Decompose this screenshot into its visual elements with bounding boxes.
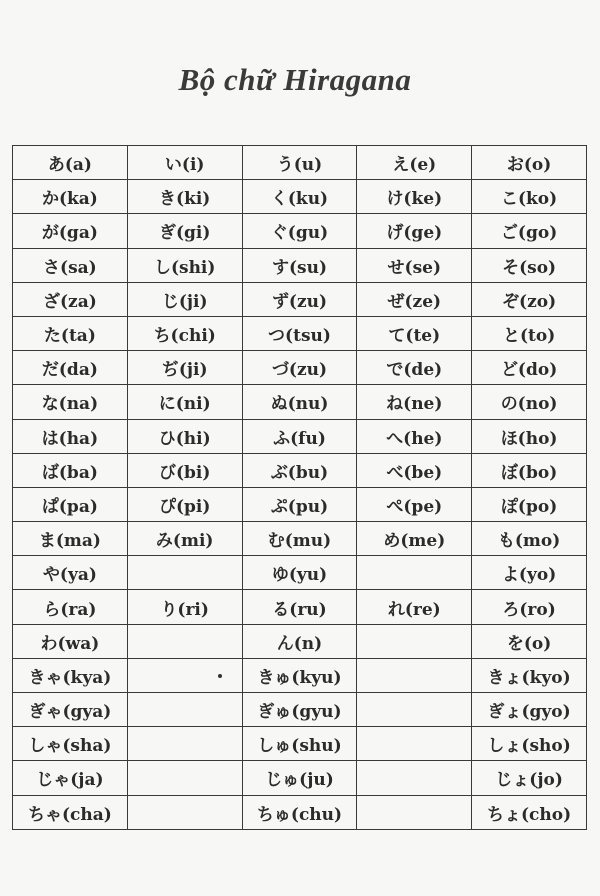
kana-label: め(me) [383, 531, 446, 552]
table-cell [242, 351, 357, 385]
kana-label: づ(zu) [271, 360, 328, 381]
kana-label: は(ha) [41, 428, 99, 449]
kana-label: ん(n) [276, 633, 323, 654]
table-cell [357, 658, 472, 692]
table-cell [472, 693, 587, 727]
kana-label: う(u) [276, 155, 323, 176]
kana-label: ら(ra) [43, 599, 97, 620]
table-cell [357, 146, 472, 180]
table-cell [357, 522, 472, 556]
kana-label: ぞ(zo) [502, 291, 557, 312]
kana-label: ぬ(nu) [270, 394, 329, 415]
kana-label: わ(wa) [40, 633, 100, 654]
table-cell [472, 214, 587, 248]
kana-label: ふ(fu) [273, 428, 326, 449]
table-cell [242, 624, 357, 658]
kana-label: を(o) [506, 633, 552, 654]
kana-label: へ(he) [386, 428, 443, 449]
kana-label: で(de) [386, 360, 443, 381]
kana-label: ぱ(pa) [41, 496, 98, 517]
table-cell [13, 556, 128, 590]
table-cell [13, 795, 128, 829]
kana-label: と(to) [502, 326, 556, 347]
table-cell [357, 761, 472, 795]
stray-dot-mark [218, 674, 222, 678]
kana-label: しゃ(sha) [28, 736, 112, 757]
kana-label: しょ(sho) [487, 736, 571, 757]
table-cell [357, 556, 472, 590]
kana-label: ま(ma) [38, 531, 101, 552]
table-cell [13, 727, 128, 761]
kana-label: け(ke) [386, 189, 443, 210]
table-cell [357, 214, 472, 248]
table-cell [357, 282, 472, 316]
table-cell [242, 453, 357, 487]
kana-label: む(mu) [267, 531, 332, 552]
table-cell [472, 453, 587, 487]
table-cell [242, 590, 357, 624]
table-cell [242, 385, 357, 419]
table-cell [13, 590, 128, 624]
table-row [13, 727, 587, 761]
kana-label: ぽ(po) [500, 496, 558, 517]
hiragana-table [12, 145, 587, 830]
table-cell [127, 590, 242, 624]
kana-label: く(ku) [270, 189, 329, 210]
kana-label: の(no) [500, 394, 558, 415]
table-row [13, 316, 587, 350]
table-cell [357, 453, 472, 487]
kana-label: ちゅ(chu) [256, 804, 343, 825]
kana-label: り(ri) [160, 599, 209, 620]
kana-label: ぜ(ze) [387, 291, 442, 312]
table-cell [13, 522, 128, 556]
kana-label: ぴ(pi) [158, 496, 211, 517]
kana-label: べ(be) [386, 462, 443, 483]
kana-label: じ(ji) [161, 291, 208, 312]
kana-label: ゆ(yu) [271, 565, 328, 586]
kana-label: ず(zu) [271, 291, 328, 312]
table-cell [127, 658, 242, 692]
table-cell [13, 180, 128, 214]
kana-label: しゅ(shu) [257, 736, 342, 757]
table-cell [242, 761, 357, 795]
kana-label: み(mi) [155, 531, 214, 552]
table-cell [357, 727, 472, 761]
table-cell [472, 795, 587, 829]
kana-label: す(su) [271, 257, 327, 278]
kana-label: び(bi) [158, 462, 211, 483]
table-cell [242, 727, 357, 761]
kana-label: れ(re) [387, 599, 441, 620]
kana-label: せ(se) [387, 257, 442, 278]
kana-label: ぎゃ(gya) [28, 702, 112, 723]
table-cell [127, 248, 242, 282]
table-cell [13, 282, 128, 316]
table-cell [357, 351, 472, 385]
table-row [13, 761, 587, 795]
kana-label: ぐ(gu) [270, 223, 329, 244]
kana-label: る(ru) [272, 599, 327, 620]
kana-label: が(ga) [41, 223, 98, 244]
kana-label: ぎょ(gyo) [487, 702, 571, 723]
table-cell [357, 487, 472, 521]
table-row [13, 419, 587, 453]
kana-label: げ(ge) [386, 223, 443, 244]
table-row [13, 590, 587, 624]
kana-label: よ(yo) [501, 565, 557, 586]
table-cell [472, 180, 587, 214]
kana-label: きゅ(kyu) [257, 667, 342, 688]
kana-label: お(o) [506, 155, 552, 176]
kana-label: さ(sa) [43, 257, 97, 278]
kana-label: か(ka) [41, 189, 98, 210]
kana-label: ほ(ho) [500, 428, 558, 449]
table-row [13, 385, 587, 419]
kana-label: な(na) [41, 394, 99, 415]
table-cell [13, 316, 128, 350]
table-row [13, 658, 587, 692]
kana-label: きょ(kyo) [487, 667, 571, 688]
table-cell [242, 180, 357, 214]
table-cell [242, 146, 357, 180]
table-row [13, 522, 587, 556]
table-cell [472, 624, 587, 658]
kana-label: きゃ(kya) [28, 667, 112, 688]
table-cell [357, 795, 472, 829]
kana-label: い(i) [164, 155, 205, 176]
kana-label: ちゃ(cha) [27, 804, 112, 825]
kana-label: あ(a) [47, 155, 92, 176]
page-title: Bộ chữ Hiragana [178, 62, 412, 97]
table-row [13, 693, 587, 727]
kana-label: て(te) [388, 326, 441, 347]
table-cell [357, 316, 472, 350]
table-cell [242, 658, 357, 692]
table-row [13, 248, 587, 282]
table-cell [472, 522, 587, 556]
table-cell [242, 282, 357, 316]
table-cell [13, 487, 128, 521]
kana-label: き(ki) [159, 189, 211, 210]
kana-label: ざ(za) [43, 291, 97, 312]
table-row [13, 214, 587, 248]
kana-label: じょ(jo) [495, 770, 563, 791]
table-cell [127, 795, 242, 829]
kana-label: ぺ(pe) [386, 496, 443, 517]
table-cell [127, 487, 242, 521]
table-row [13, 453, 587, 487]
table-cell [13, 351, 128, 385]
kana-label: た(ta) [43, 326, 96, 347]
kana-label: ぢ(ji) [161, 360, 208, 381]
kana-label: ちょ(cho) [487, 804, 572, 825]
table-row [13, 624, 587, 658]
table-cell [472, 487, 587, 521]
table-cell [13, 248, 128, 282]
table-cell [242, 487, 357, 521]
kana-label: ご(go) [500, 223, 558, 244]
table-cell [13, 453, 128, 487]
kana-label: ぶ(bu) [270, 462, 329, 483]
table-cell [127, 556, 242, 590]
table-cell [357, 419, 472, 453]
table-cell [472, 351, 587, 385]
kana-label: ぎゅ(gyu) [257, 702, 342, 723]
table-cell [472, 658, 587, 692]
table-cell [127, 453, 242, 487]
table-row [13, 795, 587, 829]
table-cell [13, 624, 128, 658]
table-cell [242, 795, 357, 829]
table-cell [127, 522, 242, 556]
table-cell [242, 522, 357, 556]
table-cell [127, 727, 242, 761]
table-cell [357, 385, 472, 419]
table-cell [472, 248, 587, 282]
table-row [13, 282, 587, 316]
kana-label: ひ(hi) [158, 428, 211, 449]
table-cell [127, 761, 242, 795]
kana-label: ち(chi) [153, 326, 216, 347]
table-cell [13, 385, 128, 419]
table-cell [127, 180, 242, 214]
table-cell [127, 316, 242, 350]
table-cell [472, 316, 587, 350]
table-cell [242, 693, 357, 727]
kana-label: じゃ(ja) [36, 770, 104, 791]
kana-label: え(e) [392, 155, 437, 176]
table-cell [13, 214, 128, 248]
kana-label: だ(da) [41, 360, 98, 381]
kana-label: ろ(ro) [502, 599, 556, 620]
table-cell [357, 248, 472, 282]
table-cell [242, 214, 357, 248]
kana-label: し(shi) [153, 257, 216, 278]
table-cell [127, 693, 242, 727]
table-cell [127, 282, 242, 316]
kana-label: じゅ(ju) [265, 770, 334, 791]
table-cell [127, 419, 242, 453]
table-cell [127, 146, 242, 180]
table-cell [472, 146, 587, 180]
table-row [13, 180, 587, 214]
kana-label: ね(ne) [386, 394, 443, 415]
table-cell [472, 727, 587, 761]
table-cell [357, 180, 472, 214]
kana-label: に(ni) [158, 394, 211, 415]
table-cell [472, 590, 587, 624]
table-cell [13, 658, 128, 692]
table-cell [13, 146, 128, 180]
kana-label: こ(ko) [500, 189, 558, 210]
kana-label: ど(do) [500, 360, 558, 381]
kana-label: ぼ(bo) [500, 462, 558, 483]
kana-label: や(ya) [42, 565, 97, 586]
table-cell [127, 385, 242, 419]
table-row [13, 146, 587, 180]
kana-label: そ(so) [502, 257, 557, 278]
table-cell [472, 282, 587, 316]
table-cell [472, 556, 587, 590]
kana-label: ば(ba) [41, 462, 98, 483]
kana-label: つ(tsu) [268, 326, 331, 347]
table-cell [472, 761, 587, 795]
table-row [13, 351, 587, 385]
table-cell [357, 624, 472, 658]
table-cell [13, 419, 128, 453]
hiragana-table-body [13, 146, 587, 830]
kana-label: も(mo) [497, 531, 561, 552]
kana-label: ぷ(pu) [270, 496, 329, 517]
table-cell [242, 556, 357, 590]
table-cell [127, 624, 242, 658]
kana-label: ぎ(gi) [158, 223, 211, 244]
table-cell [242, 316, 357, 350]
table-cell [357, 693, 472, 727]
table-cell [13, 693, 128, 727]
table-cell [127, 351, 242, 385]
table-cell [357, 590, 472, 624]
table-cell [472, 385, 587, 419]
table-cell [242, 419, 357, 453]
table-cell [13, 761, 128, 795]
table-row [13, 556, 587, 590]
table-cell [472, 419, 587, 453]
table-row [13, 487, 587, 521]
table-cell [127, 214, 242, 248]
table-cell [242, 248, 357, 282]
